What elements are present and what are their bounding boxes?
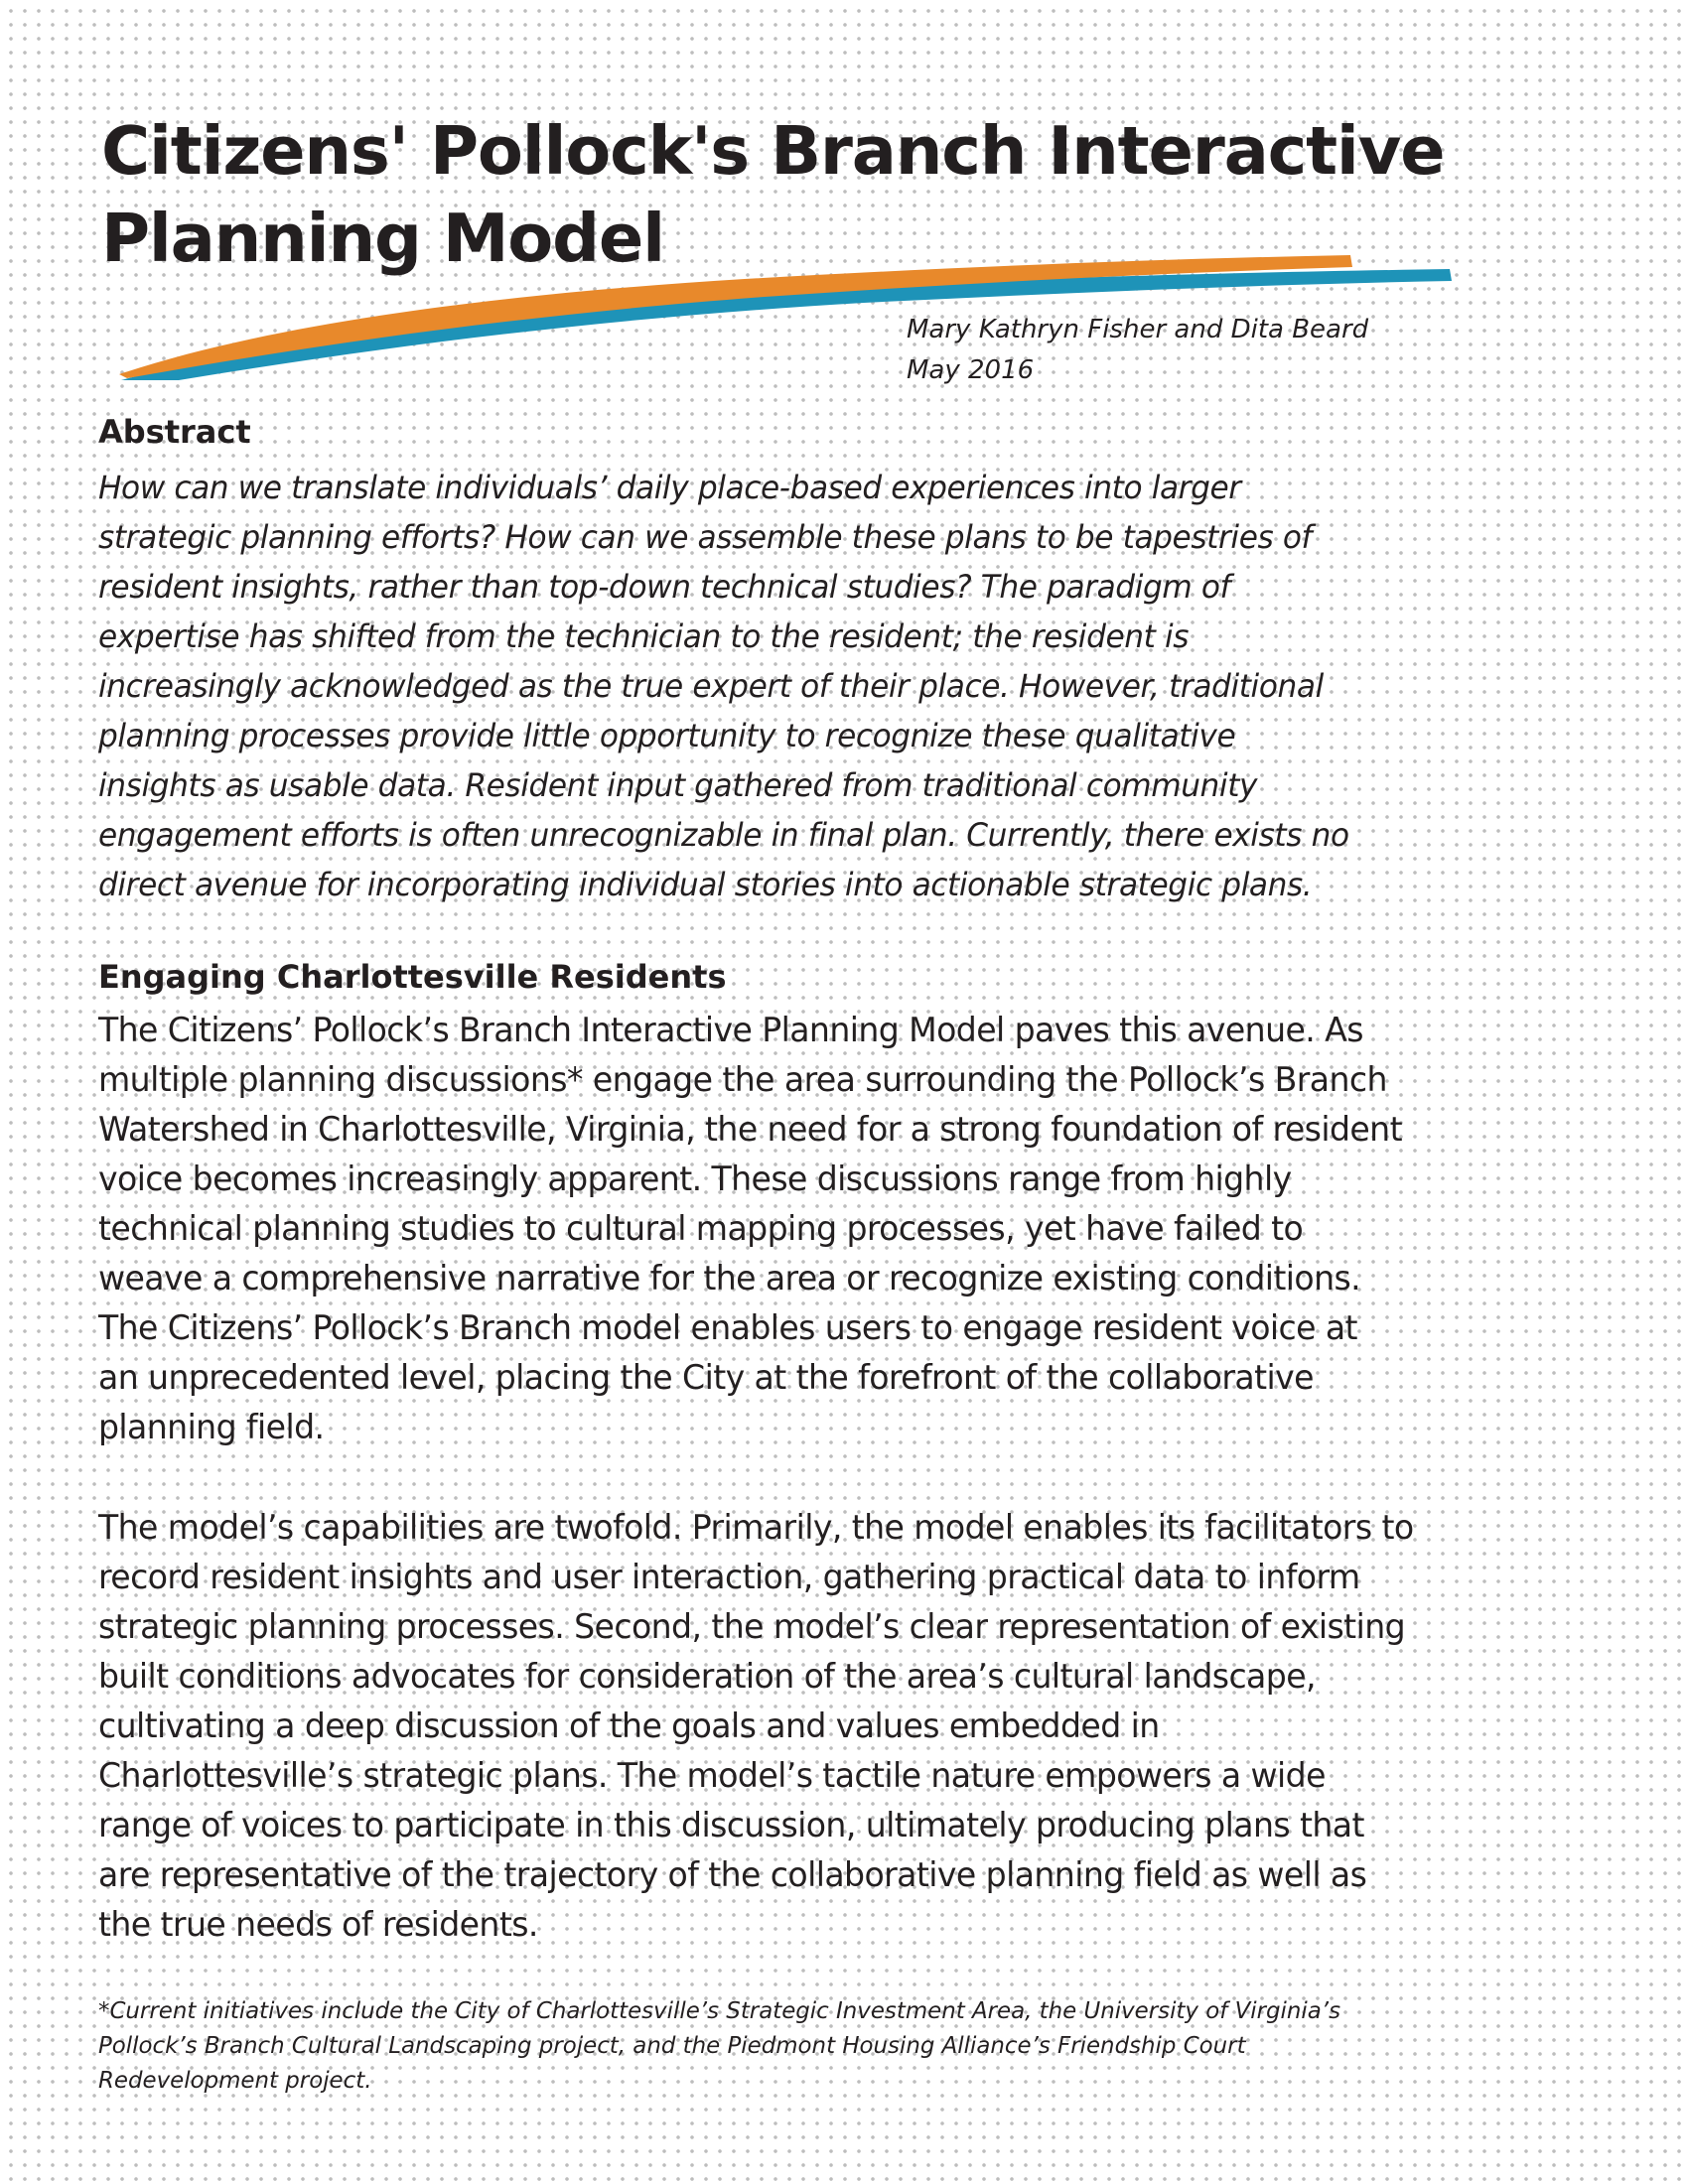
title-line-2: Planning Model (101, 200, 664, 277)
footnote (98, 1993, 1608, 2098)
engaging-heading: Engaging Charlottesville Residents (98, 958, 727, 996)
text-line: How can we translate individuals’ daily place-based experiences into larger (98, 469, 1241, 506)
footnote-line: *Current initiatives include the City of Charlottesville’s Strategic Investment Area, the University of Virginia’s (98, 1996, 1341, 2024)
footnote-line: Redevelopment project. (98, 2066, 372, 2094)
document-title (101, 107, 1491, 282)
publication-date: May 2016 (907, 355, 1035, 385)
engaging-paragraph-1 (98, 1006, 1608, 1452)
text-line: The Citizens’ Pollock’s Branch Interactive Planning Model paves this avenue. As (98, 1011, 1363, 1050)
text-line: engagement efforts is often unrecognizable in final plan. Currently, there exists no (98, 816, 1349, 854)
text-line: are representative of the trajectory of the collaborative planning field as well as (98, 1855, 1367, 1895)
engaging-paragraph-2 (98, 1503, 1608, 1950)
text-line: an unprecedented level, placing the City at the forefront of the collaborative (98, 1358, 1314, 1398)
text-line: Watershed in Charlottesville, Virginia, the need for a strong foundation of resident (98, 1110, 1402, 1150)
text-line: technical planning studies to cultural mapping processes, yet have failed to (98, 1209, 1304, 1249)
text-line: cultivating a deep discussion of the goals and values embedded in (98, 1706, 1160, 1746)
text-line: planning processes provide little opportunity to recognize these qualitative (98, 717, 1236, 754)
footnote-line: Pollock’s Branch Cultural Landscaping project, and the Piedmont Housing Alliance’s Friendship Court (98, 2031, 1246, 2059)
abstract-heading: Abstract (98, 413, 251, 451)
text-line: voice becomes increasingly apparent. These discussions range from highly (98, 1160, 1292, 1199)
text-line: built conditions advocates for consideration of the area’s cultural landscape, (98, 1657, 1316, 1697)
text-line: The model’s capabilities are twofold. Primarily, the model enables its facilitators to (98, 1508, 1414, 1548)
authors: Mary Kathryn Fisher and Dita Beard (907, 315, 1369, 344)
text-line: The Citizens’ Pollock’s Branch model enables users to engage resident voice at (98, 1308, 1357, 1348)
text-line: planning field. (98, 1408, 325, 1447)
text-line: resident insights, rather than top-down technical studies? The paradigm of (98, 568, 1231, 606)
text-line: the true needs of residents. (98, 1905, 538, 1945)
text-line: strategic planning processes. Second, the model’s clear representation of existing (98, 1607, 1406, 1647)
text-line: record resident insights and user interaction, gathering practical data to inform (98, 1558, 1360, 1597)
text-line: weave a comprehensive narrative for the area or recognize existing conditions. (98, 1259, 1361, 1298)
text-line: multiple planning discussions* engage the area surrounding the Pollock’s Branch (98, 1060, 1387, 1100)
abstract-text (98, 463, 1608, 909)
text-line: range of voices to participate in this discussion, ultimately producing plans that (98, 1806, 1364, 1845)
title-line-1: Citizens' Pollock's Branch Interactive (101, 112, 1445, 190)
text-line: direct avenue for incorporating individual stories into actionable strategic plans. (98, 866, 1313, 903)
text-line: expertise has shifted from the technician to the resident; the resident is (98, 617, 1190, 655)
text-line: strategic planning efforts? How can we assemble these plans to be tapestries of (98, 518, 1313, 556)
text-line: insights as usable data. Resident input gathered from traditional community (98, 766, 1258, 804)
text-line: Charlottesville’s strategic plans. The model’s tactile nature empowers a wide (98, 1756, 1326, 1796)
text-line: increasingly acknowledged as the true expert of their place. However, traditional (98, 667, 1324, 705)
